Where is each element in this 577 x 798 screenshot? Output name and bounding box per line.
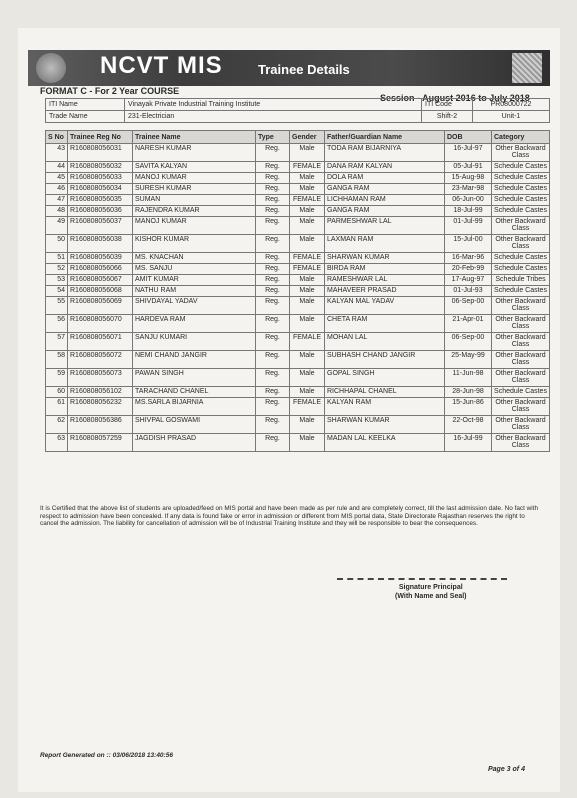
cell-reg: R160808056039 — [68, 253, 133, 264]
cell-father: BIRDA RAM — [325, 264, 445, 275]
cell-sno: 51 — [46, 253, 68, 264]
cell-type: Reg. — [256, 286, 290, 297]
cell-father: DOLA RAM — [325, 173, 445, 184]
cell-gender: Male — [290, 217, 325, 235]
table-row — [46, 217, 550, 235]
col-reg: Trainee Reg No — [68, 131, 133, 144]
cell-name: MANOJ KUMAR — [133, 217, 256, 235]
table-row — [46, 144, 550, 162]
table-row — [46, 264, 550, 275]
cell-dob: 06-Sep-00 — [445, 297, 492, 315]
cell-sno: 55 — [46, 297, 68, 315]
cell-type: Reg. — [256, 434, 290, 452]
cell-reg: R160808056037 — [68, 217, 133, 235]
cell-father: GANGA RAM — [325, 184, 445, 195]
iti-name-label: ITI Name — [46, 99, 125, 111]
cell-dob: 15-Jun-86 — [445, 398, 492, 416]
cell-name: KISHOR KUMAR — [133, 235, 256, 253]
cell-sno: 61 — [46, 398, 68, 416]
cell-reg: R160808056036 — [68, 206, 133, 217]
cell-reg: R160808056073 — [68, 369, 133, 387]
cell-sno: 63 — [46, 434, 68, 452]
table-row — [46, 333, 550, 351]
cell-name: MANOJ KUMAR — [133, 173, 256, 184]
cell-type: Reg. — [256, 297, 290, 315]
cell-father: CHETA RAM — [325, 315, 445, 333]
cell-reg: R160808056232 — [68, 398, 133, 416]
cell-gender: Male — [290, 434, 325, 452]
col-father: Father/Guardian Name — [325, 131, 445, 144]
cell-reg: R160808056035 — [68, 195, 133, 206]
cell-name: SHIVDAYAL YADAV — [133, 297, 256, 315]
trade-value: 231-Electrician — [125, 111, 422, 123]
table-row — [46, 162, 550, 173]
cell-type: Reg. — [256, 387, 290, 398]
cell-father: LICHHAMAN RAM — [325, 195, 445, 206]
page-number: Page 3 of 4 — [488, 766, 525, 773]
cell-dob: 11-Jun-98 — [445, 369, 492, 387]
table-row — [46, 297, 550, 315]
cell-sno: 43 — [46, 144, 68, 162]
cell-sno: 56 — [46, 315, 68, 333]
cell-type: Reg. — [256, 162, 290, 173]
cell-reg: R160808056386 — [68, 416, 133, 434]
signature-subtitle: (With Name and Seal) — [395, 593, 467, 600]
cell-name: TARACHAND CHANEL — [133, 387, 256, 398]
cell-father: LAXMAN RAM — [325, 235, 445, 253]
cell-gender: Male — [290, 315, 325, 333]
header-banner — [28, 50, 550, 86]
cell-sno: 46 — [46, 184, 68, 195]
cell-gender: Male — [290, 275, 325, 286]
cell-type: Reg. — [256, 253, 290, 264]
cell-type: Reg. — [256, 173, 290, 184]
cell-name: NEMI CHAND JANGIR — [133, 351, 256, 369]
table-row — [46, 434, 550, 452]
cell-reg: R160808056066 — [68, 264, 133, 275]
cell-father: RAMESHWAR LAL — [325, 275, 445, 286]
cell-type: Reg. — [256, 217, 290, 235]
cell-dob: 22-Oct-98 — [445, 416, 492, 434]
table-row — [46, 184, 550, 195]
cell-category: Schedule Castes — [492, 387, 550, 398]
cell-dob: 01-Jul-93 — [445, 286, 492, 297]
cell-reg: R160808056038 — [68, 235, 133, 253]
table-row — [46, 416, 550, 434]
iti-code-label: ITI Code — [422, 99, 473, 111]
cell-category: Schedule Castes — [492, 264, 550, 275]
cell-dob: 25-May-99 — [445, 351, 492, 369]
cell-sno: 49 — [46, 217, 68, 235]
table-row — [46, 369, 550, 387]
table-row — [46, 173, 550, 184]
cell-reg: R160808056068 — [68, 286, 133, 297]
cell-gender: FEMALE — [290, 195, 325, 206]
cell-name: AMIT KUMAR — [133, 275, 256, 286]
col-name: Trainee Name — [133, 131, 256, 144]
trade-label: Trade Name — [46, 111, 125, 123]
cell-category: Other Backward Class — [492, 351, 550, 369]
table-row — [46, 315, 550, 333]
signature-line — [337, 578, 507, 580]
col-type: Type — [256, 131, 290, 144]
cell-sno: 45 — [46, 173, 68, 184]
cell-dob: 16-Jul-97 — [445, 144, 492, 162]
report-generated: Report Generated on :: 03/06/2018 13:40:56 — [40, 752, 173, 759]
cell-gender: Male — [290, 235, 325, 253]
cell-father: DANA RAM KALYAN — [325, 162, 445, 173]
cell-father: SHARWAN KUMAR — [325, 416, 445, 434]
cell-dob: 15-Jul-00 — [445, 235, 492, 253]
brand-title: NCVT MIS — [100, 52, 223, 79]
cell-gender: Male — [290, 416, 325, 434]
cell-dob: 16-Jul-99 — [445, 434, 492, 452]
signature-title: Signature Principal — [398, 584, 463, 591]
signature-block — [395, 583, 467, 601]
cell-dob: 23-Mar-98 — [445, 184, 492, 195]
cell-type: Reg. — [256, 264, 290, 275]
iti-name-value: Vinayak Private Industrial Training Institute — [125, 99, 422, 111]
cell-reg: R160808056033 — [68, 173, 133, 184]
cell-category: Other Backward Class — [492, 398, 550, 416]
col-dob: DOB — [445, 131, 492, 144]
cell-type: Reg. — [256, 195, 290, 206]
cell-category: Other Backward Class — [492, 217, 550, 235]
col-gender: Gender — [290, 131, 325, 144]
format-title: FORMAT C - For 2 Year COURSE — [40, 86, 180, 96]
page-title: Trainee Details — [258, 62, 350, 77]
cell-type: Reg. — [256, 398, 290, 416]
table-row — [46, 351, 550, 369]
cell-type: Reg. — [256, 275, 290, 286]
cell-name: RAJENDRA KUMAR — [133, 206, 256, 217]
cell-name: MS. KNACHAN — [133, 253, 256, 264]
cell-type: Reg. — [256, 144, 290, 162]
cell-sno: 54 — [46, 286, 68, 297]
table-row — [46, 398, 550, 416]
cell-category: Schedule Castes — [492, 195, 550, 206]
cell-gender: Male — [290, 173, 325, 184]
cell-category: Other Backward Class — [492, 369, 550, 387]
cell-sno: 60 — [46, 387, 68, 398]
cell-gender: Male — [290, 286, 325, 297]
cell-gender: FEMALE — [290, 253, 325, 264]
cell-category: Other Backward Class — [492, 297, 550, 315]
cell-type: Reg. — [256, 351, 290, 369]
cell-dob: 18-Jul-99 — [445, 206, 492, 217]
cell-category: Schedule Castes — [492, 173, 550, 184]
cell-category: Other Backward Class — [492, 315, 550, 333]
cell-father: MAHAVEER PRASAD — [325, 286, 445, 297]
cell-gender: Male — [290, 297, 325, 315]
cell-name: NATHU RAM — [133, 286, 256, 297]
cell-dob: 01-Jul-99 — [445, 217, 492, 235]
cell-gender: Male — [290, 184, 325, 195]
table-header-row — [46, 131, 550, 144]
iti-code-value: PR08000722 — [473, 99, 550, 111]
cell-name: PAWAN SINGH — [133, 369, 256, 387]
cell-type: Reg. — [256, 416, 290, 434]
cell-name: HARDEVA RAM — [133, 315, 256, 333]
cell-father: SUBHASH CHAND JANGIR — [325, 351, 445, 369]
cell-category: Schedule Castes — [492, 162, 550, 173]
session-text: Session - August 2016 to July 2018 — [380, 93, 530, 103]
cell-name: JAGDISH PRASAD — [133, 434, 256, 452]
cell-dob: 20-Feb-99 — [445, 264, 492, 275]
cell-type: Reg. — [256, 206, 290, 217]
cell-sno: 50 — [46, 235, 68, 253]
cell-sno: 58 — [46, 351, 68, 369]
cell-father: PARMESHWAR LAL — [325, 217, 445, 235]
emblem-icon — [36, 53, 66, 83]
cell-reg: R160808056071 — [68, 333, 133, 351]
cell-category: Other Backward Class — [492, 235, 550, 253]
cell-category: Schedule Tribes — [492, 275, 550, 286]
certification-note: It is Certified that the above list of students are uploaded/feed on MIS portal and have been made as per rule and are completely correct, till the last admission date. No fact with respect to admission have been concealed. If any data is found fake or error in admission or different from MIS portal data, State Directorate Rajasthan reserves the right to cancel the admission. The liability for cancellation of admission will be of Industrial Training Institute and they will be responsible to bear the consequences. — [40, 505, 539, 528]
cell-category: Other Backward Class — [492, 416, 550, 434]
cell-dob: 05-Jul-91 — [445, 162, 492, 173]
cell-dob: 16-Mar-96 — [445, 253, 492, 264]
cell-name: NARESH KUMAR — [133, 144, 256, 162]
cell-dob: 21-Apr-01 — [445, 315, 492, 333]
cell-father: MADAN LAL KEELKA — [325, 434, 445, 452]
cell-type: Reg. — [256, 369, 290, 387]
table-row — [46, 195, 550, 206]
cell-dob: 28-Jun-98 — [445, 387, 492, 398]
cell-name: SURESH KUMAR — [133, 184, 256, 195]
cell-category: Other Backward Class — [492, 333, 550, 351]
cell-father: KALYAN RAM — [325, 398, 445, 416]
cell-sno: 59 — [46, 369, 68, 387]
cell-sno: 53 — [46, 275, 68, 286]
table-body — [46, 144, 550, 452]
cell-father: KALYAN MAL YADAV — [325, 297, 445, 315]
cell-gender: Male — [290, 144, 325, 162]
shift-value: Shift-2 — [422, 111, 473, 123]
cell-name: SAVITA KALYAN — [133, 162, 256, 173]
cell-dob: 06-Jun-00 — [445, 195, 492, 206]
cell-gender: FEMALE — [290, 162, 325, 173]
cell-reg: R160808056072 — [68, 351, 133, 369]
cell-reg: R160808056031 — [68, 144, 133, 162]
cell-reg: R160808056034 — [68, 184, 133, 195]
cell-father: TODA RAM BIJARNIYA — [325, 144, 445, 162]
institute-info-table — [45, 98, 550, 123]
table-row — [46, 286, 550, 297]
cell-sno: 57 — [46, 333, 68, 351]
unit-value: Unit-1 — [473, 111, 550, 123]
cell-name: MS. SANJU — [133, 264, 256, 275]
cell-gender: Male — [290, 351, 325, 369]
cell-name: SHIVPAL GOSWAMI — [133, 416, 256, 434]
cell-reg: R160808056070 — [68, 315, 133, 333]
table-row — [46, 387, 550, 398]
cell-dob: 06-Sep-00 — [445, 333, 492, 351]
cell-type: Reg. — [256, 184, 290, 195]
cell-name: SUMAN — [133, 195, 256, 206]
cell-reg: R160808056102 — [68, 387, 133, 398]
cell-father: GANGA RAM — [325, 206, 445, 217]
cell-sno: 52 — [46, 264, 68, 275]
cell-category: Other Backward Class — [492, 144, 550, 162]
cell-gender: Male — [290, 369, 325, 387]
col-category: Category — [492, 131, 550, 144]
cell-sno: 48 — [46, 206, 68, 217]
cell-father: GOPAL SINGH — [325, 369, 445, 387]
cell-gender: FEMALE — [290, 333, 325, 351]
cell-category: Schedule Castes — [492, 206, 550, 217]
cell-father: SHARWAN KUMAR — [325, 253, 445, 264]
cell-reg: R160808056032 — [68, 162, 133, 173]
table-row — [46, 206, 550, 217]
cell-dob: 15-Aug-98 — [445, 173, 492, 184]
cell-gender: Male — [290, 387, 325, 398]
cell-gender: FEMALE — [290, 398, 325, 416]
seal-icon — [512, 53, 542, 83]
table-row — [46, 275, 550, 286]
cell-father: MOHAN LAL — [325, 333, 445, 351]
cell-reg: R160808056067 — [68, 275, 133, 286]
cell-type: Reg. — [256, 333, 290, 351]
cell-sno: 44 — [46, 162, 68, 173]
cell-name: MS.SARLA BIJARNIA — [133, 398, 256, 416]
cell-sno: 62 — [46, 416, 68, 434]
table-row — [46, 235, 550, 253]
cell-category: Other Backward Class — [492, 434, 550, 452]
cell-category: Schedule Castes — [492, 184, 550, 195]
trainee-table — [45, 130, 550, 452]
cell-dob: 17-Aug-97 — [445, 275, 492, 286]
cell-name: SANJU KUMARI — [133, 333, 256, 351]
cell-gender: FEMALE — [290, 264, 325, 275]
cell-reg: R160808056069 — [68, 297, 133, 315]
cell-type: Reg. — [256, 315, 290, 333]
cell-father: RICHHAPAL CHANEL — [325, 387, 445, 398]
cell-sno: 47 — [46, 195, 68, 206]
cell-gender: Male — [290, 206, 325, 217]
table-row — [46, 253, 550, 264]
cell-category: Schedule Castes — [492, 286, 550, 297]
cell-category: Schedule Castes — [492, 253, 550, 264]
cell-type: Reg. — [256, 235, 290, 253]
col-sno: S No — [46, 131, 68, 144]
cell-reg: R160808057259 — [68, 434, 133, 452]
